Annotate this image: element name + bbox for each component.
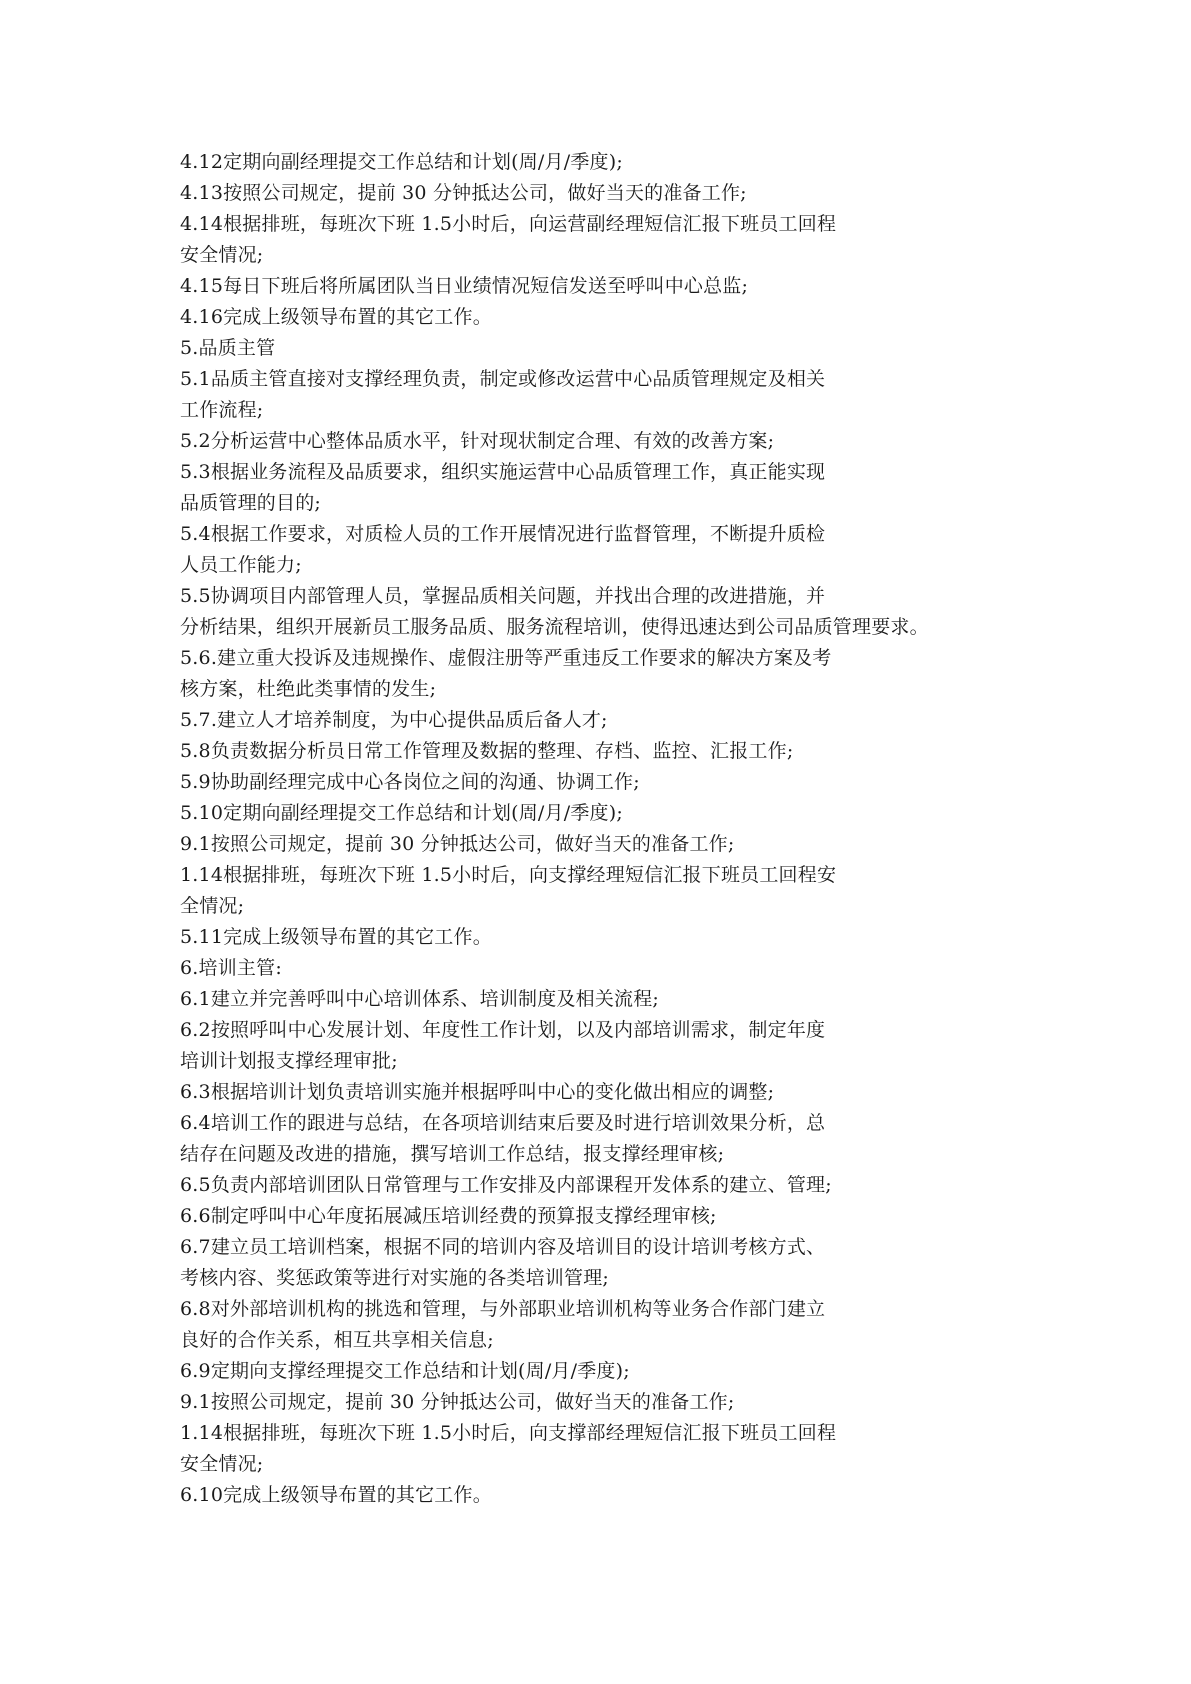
text-line: 5.品质主管	[180, 337, 276, 359]
text-line: 4.14根据排班，每班次下班 1.5小时后，向运营副经理短信汇报下班员工回程	[180, 213, 837, 235]
text-line: 5.4根据工作要求，对质检人员的工作开展情况进行监督管理，不断提升质检	[180, 523, 826, 545]
text-line: 安全情况;	[180, 244, 264, 266]
text-line: 核方案，杜绝此类事情的发生;	[180, 678, 437, 700]
text-line: 培训计划报支撑经理审批;	[180, 1050, 398, 1072]
text-line: 1.14根据排班，每班次下班 1.5小时后，向支撑经理短信汇报下班员工回程安	[180, 864, 837, 886]
text-line: 9.1按照公司规定，提前 30 分钟抵达公司，做好当天的准备工作;	[180, 833, 735, 855]
text-line: 4.13按照公司规定，提前 30 分钟抵达公司，做好当天的准备工作;	[180, 182, 747, 204]
text-line: 5.10定期向副经理提交工作总结和计划(周/月/季度);	[180, 802, 623, 824]
text-line: 安全情况;	[180, 1453, 264, 1475]
text-line: 6.培训主管:	[180, 957, 282, 979]
text-line: 5.1品质主管直接对支撑经理负责，制定或修改运营中心品质管理规定及相关	[180, 368, 826, 390]
text-line: 6.1建立并完善呼叫中心培训体系、培训制度及相关流程;	[180, 988, 660, 1010]
text-line: 6.5负责内部培训团队日常管理与工作安排及内部课程开发体系的建立、管理;	[180, 1174, 832, 1196]
text-line: 6.6制定呼叫中心年度拓展减压培训经费的预算报支撑经理审核;	[180, 1205, 717, 1227]
text-line: 5.6.建立重大投诉及违规操作、虚假注册等严重违反工作要求的解决方案及考	[180, 647, 832, 669]
text-line: 6.7建立员工培训档案，根据不同的培训内容及培训目的设计培训考核方式、	[180, 1236, 826, 1258]
text-line: 品质管理的目的;	[180, 492, 322, 514]
text-line: 4.15每日下班后将所属团队当日业绩情况短信发送至呼叫中心总监;	[180, 275, 749, 297]
text-line: 5.5协调项目内部管理人员，掌握品质相关问题，并找出合理的改进措施，并	[180, 585, 826, 607]
text-line: 9.1按照公司规定，提前 30 分钟抵达公司，做好当天的准备工作;	[180, 1391, 735, 1413]
text-line: 6.10完成上级领导布置的其它工作。	[180, 1484, 492, 1506]
text-line: 5.3根据业务流程及品质要求，组织实施运营中心品质管理工作，真正能实现	[180, 461, 826, 483]
text-line: 6.8对外部培训机构的挑选和管理，与外部职业培训机构等业务合作部门建立	[180, 1298, 826, 1320]
text-line: 1.14根据排班，每班次下班 1.5小时后，向支撑部经理短信汇报下班员工回程	[180, 1422, 837, 1444]
text-line: 5.8负责数据分析员日常工作管理及数据的整理、存档、监控、汇报工作;	[180, 740, 794, 762]
text-line: 6.9定期向支撑经理提交工作总结和计划(周/月/季度);	[180, 1360, 630, 1382]
text-line: 6.2按照呼叫中心发展计划、年度性工作计划，以及内部培训需求，制定年度	[180, 1019, 826, 1041]
text-line: 工作流程;	[180, 399, 264, 421]
document-body	[180, 147, 1140, 1511]
text-line: 5.9协助副经理完成中心各岗位之间的沟通、协调工作;	[180, 771, 640, 793]
text-line: 6.4培训工作的跟进与总结，在各项培训结束后要及时进行培训效果分析，总	[180, 1112, 826, 1134]
text-line: 5.7.建立人才培养制度，为中心提供品质后备人才;	[180, 709, 608, 731]
text-line: 5.2分析运营中心整体品质水平，针对现状制定合理、有效的改善方案;	[180, 430, 775, 452]
text-line: 全情况;	[180, 895, 245, 917]
text-line: 结存在问题及改进的措施，撰写培训工作总结，报支撑经理审核;	[180, 1143, 725, 1165]
text-line: 考核内容、奖惩政策等进行对实施的各类培训管理;	[180, 1267, 610, 1289]
text-line: 5.11完成上级领导布置的其它工作。	[180, 926, 492, 948]
text-line: 良好的合作关系，相互共享相关信息;	[180, 1329, 494, 1351]
text-line: 4.12定期向副经理提交工作总结和计划(周/月/季度);	[180, 151, 623, 173]
text-line: 人员工作能力;	[180, 554, 302, 576]
text-line: 分析结果，组织开展新员工服务品质、服务流程培训，使得迅速达到公司品质管理要求。	[180, 616, 929, 638]
text-line: 4.16完成上级领导布置的其它工作。	[180, 306, 492, 328]
text-line: 6.3根据培训计划负责培训实施并根据呼叫中心的变化做出相应的调整;	[180, 1081, 775, 1103]
